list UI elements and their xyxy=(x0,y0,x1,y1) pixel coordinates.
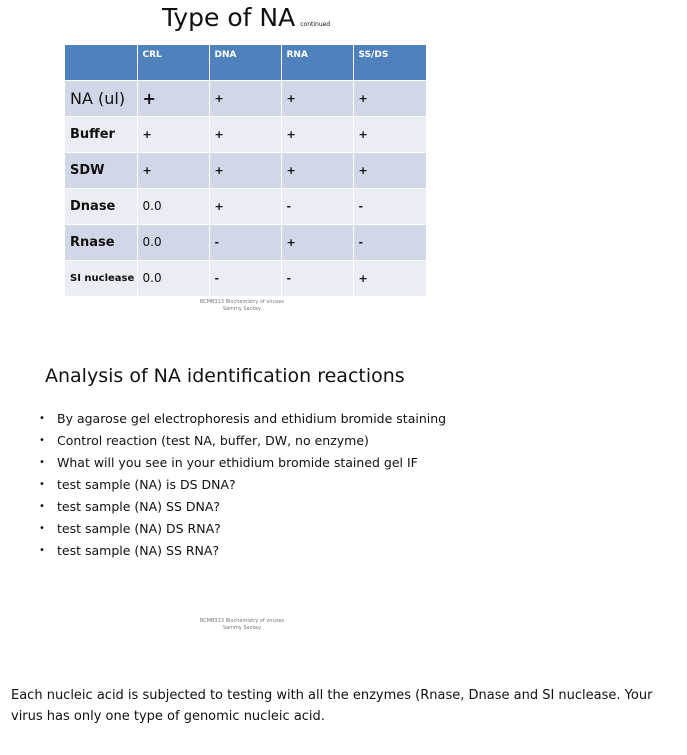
list-item-text: test sample (NA) SS DNA? xyxy=(57,499,221,514)
table-header-cell: DNA xyxy=(209,45,281,80)
table-cell: + xyxy=(137,152,209,188)
table-cell: + xyxy=(137,80,209,116)
list-item xyxy=(37,476,457,494)
list-item-text: test sample (NA) DS RNA? xyxy=(57,521,221,536)
slide2-footer-course: BCMB313 Biochemistry of viruses xyxy=(199,618,285,624)
table-cell: + xyxy=(137,116,209,152)
table-cell: + xyxy=(209,116,281,152)
table-cell: + xyxy=(209,80,281,116)
bullet-icon: • xyxy=(39,479,45,490)
bullet-icon: • xyxy=(39,457,45,468)
table-header-cell: SS/DS xyxy=(353,45,426,80)
table-cell: - xyxy=(353,188,426,224)
slide1-title-text: Type of NA xyxy=(162,3,296,32)
table-header-cell: CRL xyxy=(137,45,209,80)
list-item-text: test sample (NA) is DS DNA? xyxy=(57,477,236,492)
table-row xyxy=(65,116,426,152)
table-cell: - xyxy=(209,224,281,260)
slide1-footer-author: Sammy Sackey xyxy=(222,306,262,312)
table-cell: + xyxy=(209,188,281,224)
row-label: NA (ul) xyxy=(65,80,137,116)
slide2-footer xyxy=(142,618,342,632)
list-item xyxy=(37,432,457,450)
row-label: Dnase xyxy=(65,188,137,224)
list-item xyxy=(37,520,457,538)
slide2-title: Analysis of NA identification reactions xyxy=(45,365,405,387)
row-label: SI nuclease xyxy=(65,260,137,296)
list-item-text: What will you see in your ethidium bromide stained gel IF xyxy=(57,455,418,470)
slide1-title-suffix: continued xyxy=(300,21,331,28)
bullet-icon: • xyxy=(39,435,45,446)
na-type-table xyxy=(65,45,426,296)
bullet-icon: • xyxy=(39,413,45,424)
slide2-footer-author: Sammy Sackey xyxy=(222,625,262,631)
table-cell: - xyxy=(209,260,281,296)
table-cell: + xyxy=(353,116,426,152)
slide1-footer-course: BCMB313 Biochemistry of viruses xyxy=(199,299,285,305)
table-header-row xyxy=(65,45,426,80)
list-item-text: Control reaction (test NA, buffer, DW, no enzyme) xyxy=(57,433,369,448)
row-label: SDW xyxy=(65,152,137,188)
table-cell: + xyxy=(353,260,426,296)
table-row xyxy=(65,152,426,188)
table-header-cell: RNA xyxy=(281,45,353,80)
list-item xyxy=(37,542,457,560)
row-label: Buffer xyxy=(65,116,137,152)
list-item-text: By agarose gel electrophoresis and ethidium bromide staining xyxy=(57,411,447,426)
table-cell: + xyxy=(353,80,426,116)
table-cell: + xyxy=(281,80,353,116)
table-cell: + xyxy=(281,152,353,188)
table-row xyxy=(65,224,426,260)
table-row xyxy=(65,188,426,224)
bullet-icon: • xyxy=(39,501,45,512)
bullet-icon: • xyxy=(39,523,45,534)
bullet-icon: • xyxy=(39,545,45,556)
table-cell: + xyxy=(209,152,281,188)
slide1-title xyxy=(162,2,330,41)
table-cell: 0.0 xyxy=(137,224,209,260)
table-cell: - xyxy=(353,224,426,260)
table-cell: + xyxy=(353,152,426,188)
list-item xyxy=(37,454,457,472)
analysis-bullet-list xyxy=(37,410,457,564)
table-row xyxy=(65,80,426,116)
slide1-footer xyxy=(142,299,342,313)
table-cell: 0.0 xyxy=(137,188,209,224)
table-row xyxy=(65,260,426,296)
list-item xyxy=(37,410,457,428)
list-item-text: test sample (NA) SS RNA? xyxy=(57,543,220,558)
table-cell: - xyxy=(281,260,353,296)
explanation-paragraph: Each nucleic acid is subjected to testing with all the enzymes (Rnase, Dnase and SI nuclease. Your virus has only one type of genomic nucleic acid. xyxy=(11,688,653,724)
row-label: Rnase xyxy=(65,224,137,260)
table-cell: + xyxy=(281,224,353,260)
list-item xyxy=(37,498,457,516)
table-cell: + xyxy=(281,116,353,152)
table-cell: 0.0 xyxy=(137,260,209,296)
table-cell: - xyxy=(281,188,353,224)
table-header-cell xyxy=(65,45,137,80)
